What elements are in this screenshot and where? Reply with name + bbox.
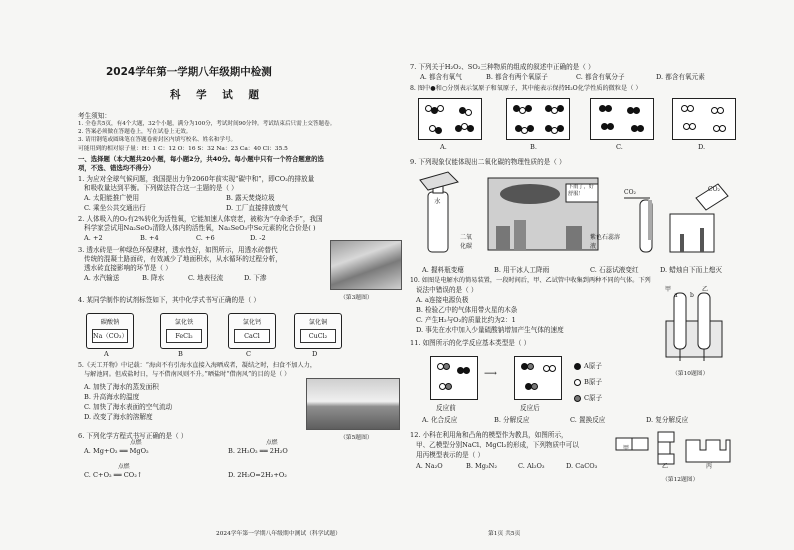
left-column: [78, 0, 403, 537]
section-1-heading: 一、选择题（本大题共20小题，每小题2分，共40分。每小题中只有一个符合题意的选: [78, 155, 324, 163]
q8-diagram-a[interactable]: [418, 98, 482, 140]
q8-diagram-d[interactable]: [672, 98, 736, 140]
instruction-2: 2. 答案必须做在答题卷上，写在试卷上无效。: [78, 129, 192, 135]
q7-stem: 7. 下列关于H₂O₂、SO₂三种物质的组成的叙述中正确的是（ ）: [410, 63, 595, 71]
q3-caption: （第3题图）: [340, 295, 373, 301]
q1-option-d[interactable]: D. 工厂直接排放废气: [226, 204, 288, 212]
q7-option-d[interactable]: D. 都含有氧元素: [656, 73, 705, 81]
reagent-formula: Na（CO₃）: [92, 329, 128, 343]
q10-stem-2: 说法中错误的是（ ）: [416, 286, 478, 294]
q10-mark-b: b: [690, 292, 694, 299]
atomic-masses: 可能用到的相对原子量：H：1 C：12 O：16 S：32 Na：23 Ca：40 Cl：35.5: [78, 146, 288, 152]
reagent-label-c[interactable]: [228, 313, 276, 349]
q12-mark-jia: 甲: [623, 445, 630, 452]
q12-stem-3: 用丙模型表示的是（ ）: [416, 451, 485, 459]
q10-option-b[interactable]: B. 检验乙中的气体用带火星的木条: [416, 306, 518, 314]
q11-option-c[interactable]: C. 置换反应: [570, 416, 606, 424]
q9-tag-litmus: 紫色石蕊溶液: [590, 234, 621, 250]
q12-option-a[interactable]: A. Na₂O: [416, 462, 443, 470]
q4-option-c[interactable]: C: [246, 350, 252, 358]
salt-field-photo: [306, 378, 400, 430]
electrolysis-apparatus: [660, 285, 732, 365]
reagent-name: 氯化铜: [308, 319, 328, 326]
q2-option-a[interactable]: A. +2: [84, 234, 103, 242]
reagent-name: 氯化铁: [174, 319, 194, 326]
q12-stem-2: 甲、乙模型分别NaCl、MgCl₂的形成，下列物质中可以: [416, 441, 579, 449]
instructions-heading: 考生须知：: [78, 112, 111, 120]
q9-tag-co2-d: CO₂: [708, 186, 720, 193]
q6-condition-c: 点燃: [118, 464, 130, 470]
q7-option-c[interactable]: C. 都含有氧分子: [576, 73, 625, 81]
model-yi-cl-top-block: [658, 432, 674, 442]
q11-before-label: 反应前: [436, 404, 456, 412]
q8-option-d[interactable]: D.: [698, 143, 706, 151]
q6-condition-b: 点燃: [266, 440, 278, 446]
q6-stem: 6. 下列化学方程式书写正确的是（ ）: [78, 432, 188, 440]
model-jia-cl-block: [632, 438, 648, 450]
q1-option-c[interactable]: C. 乘坐公共交通出行: [84, 204, 146, 212]
q9-tag-co2-c: CO₂: [624, 189, 636, 196]
q8-option-a[interactable]: A.: [440, 143, 447, 151]
q5-stem-1: 5.《天工开物》中记载：“海卤不有引海水直接入海晒成者，凝结之时，扫食不加人力，: [78, 362, 317, 369]
instruction-1: 1. 全卷共5页，有4个大题，32个小题，满分为100分，考试时间90分钟。考试结束后只需上交答题卷。: [78, 121, 336, 127]
q8-option-c[interactable]: C.: [616, 143, 623, 151]
model-bing-block: [686, 440, 730, 462]
tube-jia-icon: [674, 293, 686, 349]
q9-tag-speech: 下雨了，好舒服！: [568, 184, 594, 197]
q3-stem-1: 3. 透水砖是一种绿色环保建材，透水性好，如图所示，用透水砖替代: [78, 246, 278, 254]
q2-stem-1: 2. 人体吸入的O₂有2%转化为活性氧，它能加速人体衰老，被称为“夺命杀手”，我国: [78, 215, 323, 223]
q9-option-b[interactable]: B. 用干冰人工降雨: [494, 266, 550, 274]
q6-option-d[interactable]: D. 2H₂O=2H₂+O₂: [228, 471, 287, 479]
q10-mark-yi: 乙: [702, 286, 709, 293]
q4-option-d[interactable]: D: [312, 350, 318, 358]
q3-stem-3: 透水砖直接影响的环节是（ ）: [84, 264, 172, 272]
q5-option-c[interactable]: C. 加快了海水表面的空气流动: [84, 403, 173, 411]
q6-option-c[interactable]: C. C+O₂ ══ CO₂↑: [84, 471, 143, 479]
q7-option-b[interactable]: B. 都含有两个氧原子: [486, 73, 548, 81]
q4-stem: 4. 某同学制作的试剂标签如下，其中化学式书写正确的是（ ）: [78, 296, 260, 304]
q5-option-a[interactable]: A. 加快了海水的蒸发面积: [84, 383, 159, 391]
atom-a-icon: [574, 363, 581, 370]
q4-option-a[interactable]: A: [104, 350, 109, 358]
beaker-icon: [670, 214, 714, 252]
tube-yi-icon: [698, 293, 710, 349]
q12-mark-bing: 丙: [706, 463, 713, 470]
q8-stem: 8. 图中●和○分别表示氢原子和氧原子，其中能表示保持H₂O化学性质的微粒是（ ）: [410, 85, 642, 92]
reagent-formula: CuCl₂: [300, 329, 336, 343]
q9-tag-co2: 二氧化碳: [460, 234, 473, 250]
reagent-label-a[interactable]: [86, 313, 134, 349]
q1-stem-1: 1. 为应对全球气候问题，我国提出力争2060年前实现“碳中和”，即CO₂的排放量: [78, 175, 315, 183]
q9-option-d[interactable]: D. 蜡烛自下而上熄灭: [660, 266, 722, 274]
reagent-formula: FeCl₂: [166, 329, 202, 343]
q3-option-d[interactable]: D. 下渗: [244, 274, 267, 282]
q3-option-b[interactable]: B. 降水: [142, 274, 165, 282]
q10-option-a[interactable]: A. a连接电源负极: [416, 296, 469, 304]
q10-mark-jia: 甲: [665, 286, 672, 293]
atom-c-icon: [574, 395, 581, 402]
section-1-heading-cont: 项，不选、错选均不得分）: [78, 164, 155, 172]
q11-before-box: [430, 356, 478, 400]
q10-mark-a: a: [674, 292, 678, 299]
q11-after-box: [514, 356, 562, 400]
q11-option-b[interactable]: B. 分解反应: [494, 416, 530, 424]
legend-a-atom: A原子: [584, 362, 602, 370]
q11-option-d[interactable]: D. 复分解反应: [646, 416, 689, 424]
footer-text: 2024学年第一学期八年级期中测试（科学试题）: [216, 531, 341, 537]
reaction-arrow-icon: ⟶: [484, 369, 497, 379]
q2-stem-2: 科学家尝试用Na₂SeO₃清除人体内的活性氧，Na₂SeO₃中Se元素的化合价是( ): [84, 224, 316, 232]
right-column: [410, 0, 740, 537]
q6-option-b[interactable]: B. 2H₂O₂ ══ 2H₂O: [228, 447, 288, 455]
q12-caption: （第12题图）: [662, 477, 699, 483]
q1-option-b[interactable]: B. 露天焚烧垃圾: [226, 194, 275, 202]
q10-option-c[interactable]: C. 产生H₂与O₂的质量比约为2：1: [416, 316, 516, 324]
q3-option-c[interactable]: C. 地表径流: [188, 274, 224, 282]
q6-option-a[interactable]: A. Mg+O₂ ══ MgO₂: [84, 447, 149, 455]
q5-caption: （第5题图）: [340, 435, 373, 441]
q1-stem-2: 和吸收量达到平衡。下列做法符合这一主题的是（ ）: [84, 184, 238, 192]
q11-option-a[interactable]: A. 化合反应: [422, 416, 458, 424]
model-yi-mg-block: [658, 442, 670, 454]
q12-option-b[interactable]: B. Mg₃N₂: [466, 462, 498, 470]
q11-after-label: 反应后: [520, 404, 540, 412]
q10-caption: （第10题图）: [672, 371, 709, 377]
q8-diagram-b[interactable]: [506, 98, 570, 140]
exam-subtitle: 科 学 试 题: [170, 89, 265, 101]
q9-tag-water: 水: [434, 197, 441, 205]
reagent-name: 氯化钙: [242, 319, 262, 326]
q10-option-d[interactable]: D. 事先在水中加入少量硫酸钠增加产生气体的速度: [416, 326, 564, 334]
q2-option-b[interactable]: B. +4: [140, 234, 159, 242]
reagent-name: 碳酸钠: [100, 319, 120, 326]
q4-option-b[interactable]: B: [178, 350, 183, 358]
q5-stem-2: 与解池同。但成盐时日，与不借南风则不升。”晒盐时“借南风”的目的是（ ）: [84, 371, 291, 378]
q11-stem: 11. 如图所示的化学反应基本类型是（ ）: [410, 339, 531, 347]
legend-b-atom: B原子: [584, 378, 603, 386]
q2-option-c[interactable]: C. +6: [196, 234, 215, 242]
q9-option-a[interactable]: A. 握料瓶变瘪: [422, 266, 464, 274]
permeable-brick-photo: [330, 240, 402, 290]
q8-diagram-c[interactable]: [590, 98, 654, 140]
q7-option-a[interactable]: A. 都含有氧气: [420, 73, 462, 81]
q5-option-d[interactable]: D. 改变了海水的溶解度: [84, 413, 153, 421]
q1-option-a[interactable]: A. 太阳能推广使用: [84, 194, 140, 202]
q9-stem: 9. 下列现象仅能体现出二氧化碳的物理性质的是（ ）: [410, 158, 566, 166]
atom-b-icon: [574, 379, 581, 386]
pour-cup-icon: [420, 172, 458, 190]
q3-stem-2: 传统的混凝土路面砖，有效减少了地面积水，从水循环的过程分析，: [84, 255, 282, 263]
q9-option-c[interactable]: C. 石蕊试液变红: [590, 266, 639, 274]
reagent-formula: CaCl: [234, 329, 270, 343]
q5-option-b[interactable]: B. 升高海水的温度: [84, 393, 140, 401]
q10-stem-1: 10. 如图是电解水的简易装置，一段时间后，甲、乙试管中收集到两种不同的气体。下列: [410, 277, 651, 284]
q6-condition-a: 点燃: [130, 440, 142, 446]
q12-option-d[interactable]: D. CaCO₃: [566, 462, 598, 470]
ion-model-figures: [614, 430, 734, 472]
instruction-3: 3. 请用钢笔或圆珠笔在答题卷密封区内填写校名、姓名和学号。: [78, 137, 237, 143]
q12-option-c[interactable]: C. Al₂O₃: [518, 462, 545, 470]
q2-option-d[interactable]: D. -2: [250, 234, 266, 242]
q8-option-b[interactable]: B.: [530, 143, 537, 151]
footer-page-number: 第1页 共5页: [488, 531, 521, 537]
q3-option-a[interactable]: A. 水汽输送: [84, 274, 120, 282]
q12-stem-1: 12. 小科在利用角和凸角的模型作为教具，如图所示，: [410, 431, 568, 439]
reagent-label-d[interactable]: [294, 313, 342, 349]
legend-c-atom: C原子: [584, 394, 603, 402]
exam-title: 2024学年第一学期八年级期中检测: [106, 66, 272, 78]
q12-mark-yi: 乙: [662, 463, 669, 470]
reagent-label-b[interactable]: [160, 313, 208, 349]
